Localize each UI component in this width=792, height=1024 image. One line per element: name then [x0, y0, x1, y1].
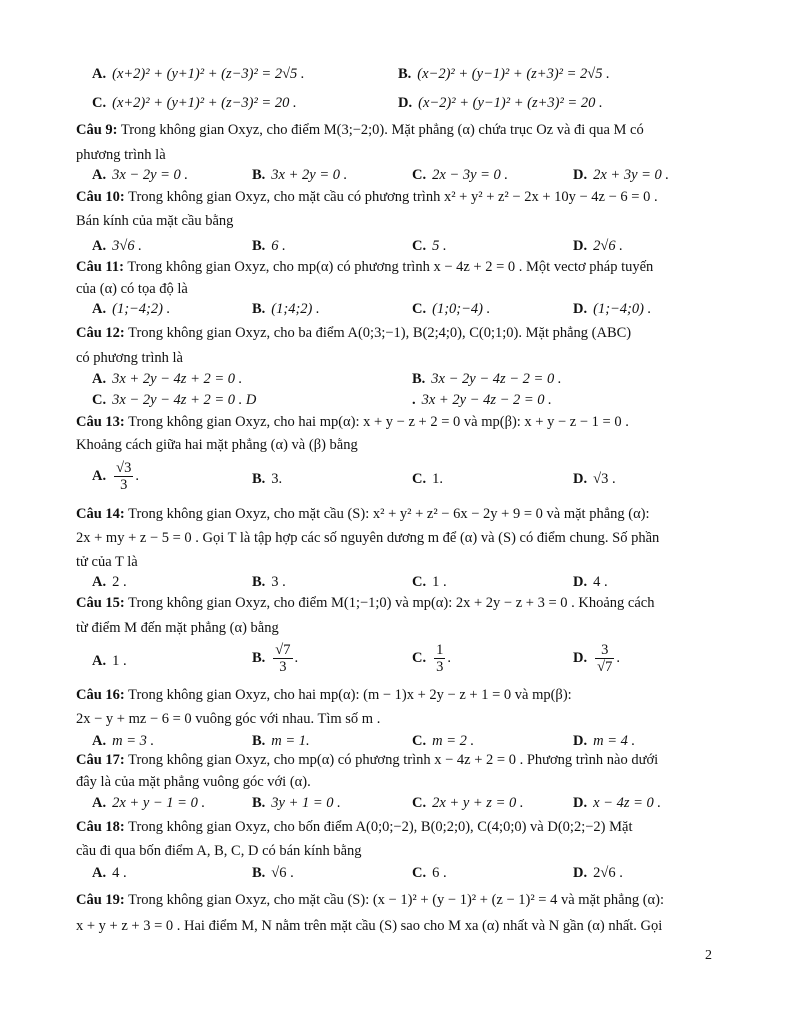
q12-label: Câu 12: — [76, 325, 125, 341]
q18-option-d: D. 2√6 . — [573, 865, 623, 881]
q18-option-b: B. √6 . — [252, 865, 294, 881]
q9-option-a: A. 3x − 2y = 0 . — [92, 167, 189, 183]
q17-option-a: A. 2x + y − 1 = 0 . — [92, 795, 206, 811]
q18-line2: cầu đi qua bốn điểm A, B, C, D có bán kính bằng — [76, 843, 362, 859]
q13-line1: Câu 13: Trong không gian Oxyz, cho hai mp(α): x + y − z + 2 = 0 và mp(β): x + y − z − 1 = 0 . — [76, 414, 629, 430]
q17-label: Câu 17: — [76, 752, 125, 768]
q12-line2: có phương trình là — [76, 350, 183, 366]
q15-line2: từ điểm M đến mặt phẳng (α) bằng — [76, 620, 279, 636]
q16-line2: 2x − y + mz − 6 = 0 vuông góc với nhau. Tìm số m . — [76, 711, 381, 727]
q11-option-c: C. (1;0;−4) . — [412, 301, 491, 317]
q18-line1: Câu 18: Trong không gian Oxyz, cho bốn điểm A(0;0;−2), B(0;2;0), C(4;0;0) và D(0;2;−2) Mặt — [76, 819, 633, 835]
q9-label: Câu 9: — [76, 122, 118, 138]
q15-option-d-fraction: $\frac{3}{√7}$ — [597, 642, 613, 675]
q10-label: Câu 10: — [76, 189, 125, 205]
q9-option-b: B. 3x + 2y = 0 . — [252, 167, 348, 183]
q12-option-a: A. 3x + 2y − 4z + 2 = 0 . — [92, 371, 243, 387]
q14-line1: Câu 14: Trong không gian Oxyz, cho mặt cầu (S): x² + y² + z² − 6x − 2y + 9 = 0 và mặt phẳng (α): — [76, 506, 650, 522]
q11-label: Câu 11: — [76, 259, 124, 275]
q15-option-b-fraction: $\frac{√7}{3}$ — [275, 642, 291, 675]
q12-option-d: . 3x + 2y − 4z − 2 = 0 . — [412, 392, 552, 408]
q16-option-d: D. m = 4 . — [573, 733, 636, 749]
q10-option-a: A. 3√6 . — [92, 238, 142, 254]
prev-option-a: A. (x+2)² + (y+1)² + (z−3)² = 2√5 . — [92, 66, 305, 82]
q17-option-b: B. 3y + 1 = 0 . — [252, 795, 341, 811]
q18-label: Câu 18: — [76, 819, 125, 835]
q14-option-a: A. 2 . — [92, 574, 127, 590]
q15-option-b: B. $\frac{√7}{3}$ . — [252, 642, 299, 675]
q15-option-c-fraction: $\frac{1}{3}$ — [436, 642, 444, 675]
q11-option-d: D. (1;−4;0) . — [573, 301, 652, 317]
q9-option-c: C. 2x − 3y = 0 . — [412, 167, 509, 183]
q9-option-d: D. 2x + 3y = 0 . — [573, 167, 670, 183]
q13-option-d: D. √3 . — [573, 471, 616, 487]
q13-option-b: B. 3. — [252, 471, 283, 487]
q14-option-c: C. 1 . — [412, 574, 447, 590]
q10-line1: Câu 10: Trong không gian Oxyz, cho mặt cầu có phương trình x² + y² + z² − 2x + 10y − 4z − 6 = 0 . — [76, 189, 658, 205]
q19-line1: Câu 19: Trong không gian Oxyz, cho mặt cầu (S): (x − 1)² + (y − 1)² + (z − 1)² = 4 và mặt phẳng (α): — [76, 892, 665, 908]
q14-option-b: B. 3 . — [252, 574, 286, 590]
q18-option-a: A. 4 . — [92, 865, 127, 881]
q16-option-c: C. m = 2 . — [412, 733, 475, 749]
q17-line2: đây là của mặt phẳng vuông góc với (α). — [76, 774, 311, 790]
q16-label: Câu 16: — [76, 687, 125, 703]
q16-line1: Câu 16: Trong không gian Oxyz, cho hai mp(α): (m − 1)x + 2y − z + 1 = 0 và mp(β): — [76, 687, 572, 703]
q13-label: Câu 13: — [76, 414, 125, 430]
q17-option-c: C. 2x + y + z = 0 . — [412, 795, 524, 811]
q11-line2: của (α) có tọa độ là — [76, 281, 188, 297]
prev-option-b: B. (x−2)² + (y−1)² + (z+3)² = 2√5 . — [398, 66, 610, 82]
q11-line1: Câu 11: Trong không gian Oxyz, cho mp(α) có phương trình x − 4z + 2 = 0 . Một vectơ pháp tuyến — [76, 259, 654, 275]
q15-option-d: D. $\frac{3}{√7}$ . — [573, 642, 620, 675]
q15-label: Câu 15: — [76, 595, 125, 611]
q12-option-b: B. 3x − 2y − 4z − 2 = 0 . — [412, 371, 562, 387]
q17-line1: Câu 17: Trong không gian Oxyz, cho mp(α) có phương trình x − 4z + 2 = 0 . Phương trình nào dưới — [76, 752, 659, 768]
q15-option-c: C. $\frac{1}{3}$ . — [412, 642, 451, 675]
prev-option-d: D. (x−2)² + (y−1)² + (z+3)² = 20 . — [398, 95, 603, 111]
q10-line2: Bán kính của mặt cầu bằng — [76, 213, 234, 229]
q11-option-a: A. (1;−4;2) . — [92, 301, 171, 317]
q12-option-c: C. 3x − 2y − 4z + 2 = 0 . D — [92, 392, 257, 408]
q17-option-d: D. x − 4z = 0 . — [573, 795, 662, 811]
q19-label: Câu 19: — [76, 892, 125, 908]
q10-option-c: C. 5 . — [412, 238, 447, 254]
q11-option-b: B. (1;4;2) . — [252, 301, 320, 317]
q15-option-a: A. 1 . — [92, 653, 127, 669]
q9-line1: Câu 9: Trong không gian Oxyz, cho điểm M(3;−2;0). Mặt phẳng (α) chứa trục Oz và đi qua M có — [76, 122, 644, 138]
q12-line1: Câu 12: Trong không gian Oxyz, cho ba điểm A(0;3;−1), B(2;4;0), C(0;1;0). Mặt phẳng (ABC) — [76, 325, 632, 341]
q10-option-b: B. 6 . — [252, 238, 286, 254]
q9-line2: phương trình là — [76, 147, 166, 163]
q13-option-a: A. $\frac{√3}{3}$ . — [92, 460, 139, 493]
q13-option-a-fraction: $\frac{√3}{3}$ — [116, 460, 132, 493]
page-number: 2 — [705, 948, 712, 963]
q16-option-b: B. m = 1. — [252, 733, 310, 749]
q15-line1: Câu 15: Trong không gian Oxyz, cho điểm M(1;−1;0) và mp(α): 2x + 2y − z + 3 = 0 . Khoảng cách — [76, 595, 655, 611]
q16-option-a: A. m = 3 . — [92, 733, 155, 749]
q13-option-c: C. 1. — [412, 471, 443, 487]
q14-label: Câu 14: — [76, 506, 125, 522]
q14-option-d: D. 4 . — [573, 574, 608, 590]
q19-line2: x + y + z + 3 = 0 . Hai điểm M, N nằm trên mặt cầu (S) sao cho M xa (α) nhất và N gần (α) nhất. Gọi — [76, 918, 663, 934]
prev-option-c: C. (x+2)² + (y+1)² + (z−3)² = 20 . — [92, 95, 297, 111]
q13-line2: Khoảng cách giữa hai mặt phẳng (α) và (β) bằng — [76, 437, 358, 453]
q14-line3: tử của T là — [76, 554, 138, 570]
q18-option-c: C. 6 . — [412, 865, 447, 881]
q14-line2: 2x + my + z − 5 = 0 . Gọi T là tập hợp các số nguyên dương m để (α) và (S) có điểm chung. Số phần — [76, 530, 660, 546]
q10-option-d: D. 2√6 . — [573, 238, 623, 254]
